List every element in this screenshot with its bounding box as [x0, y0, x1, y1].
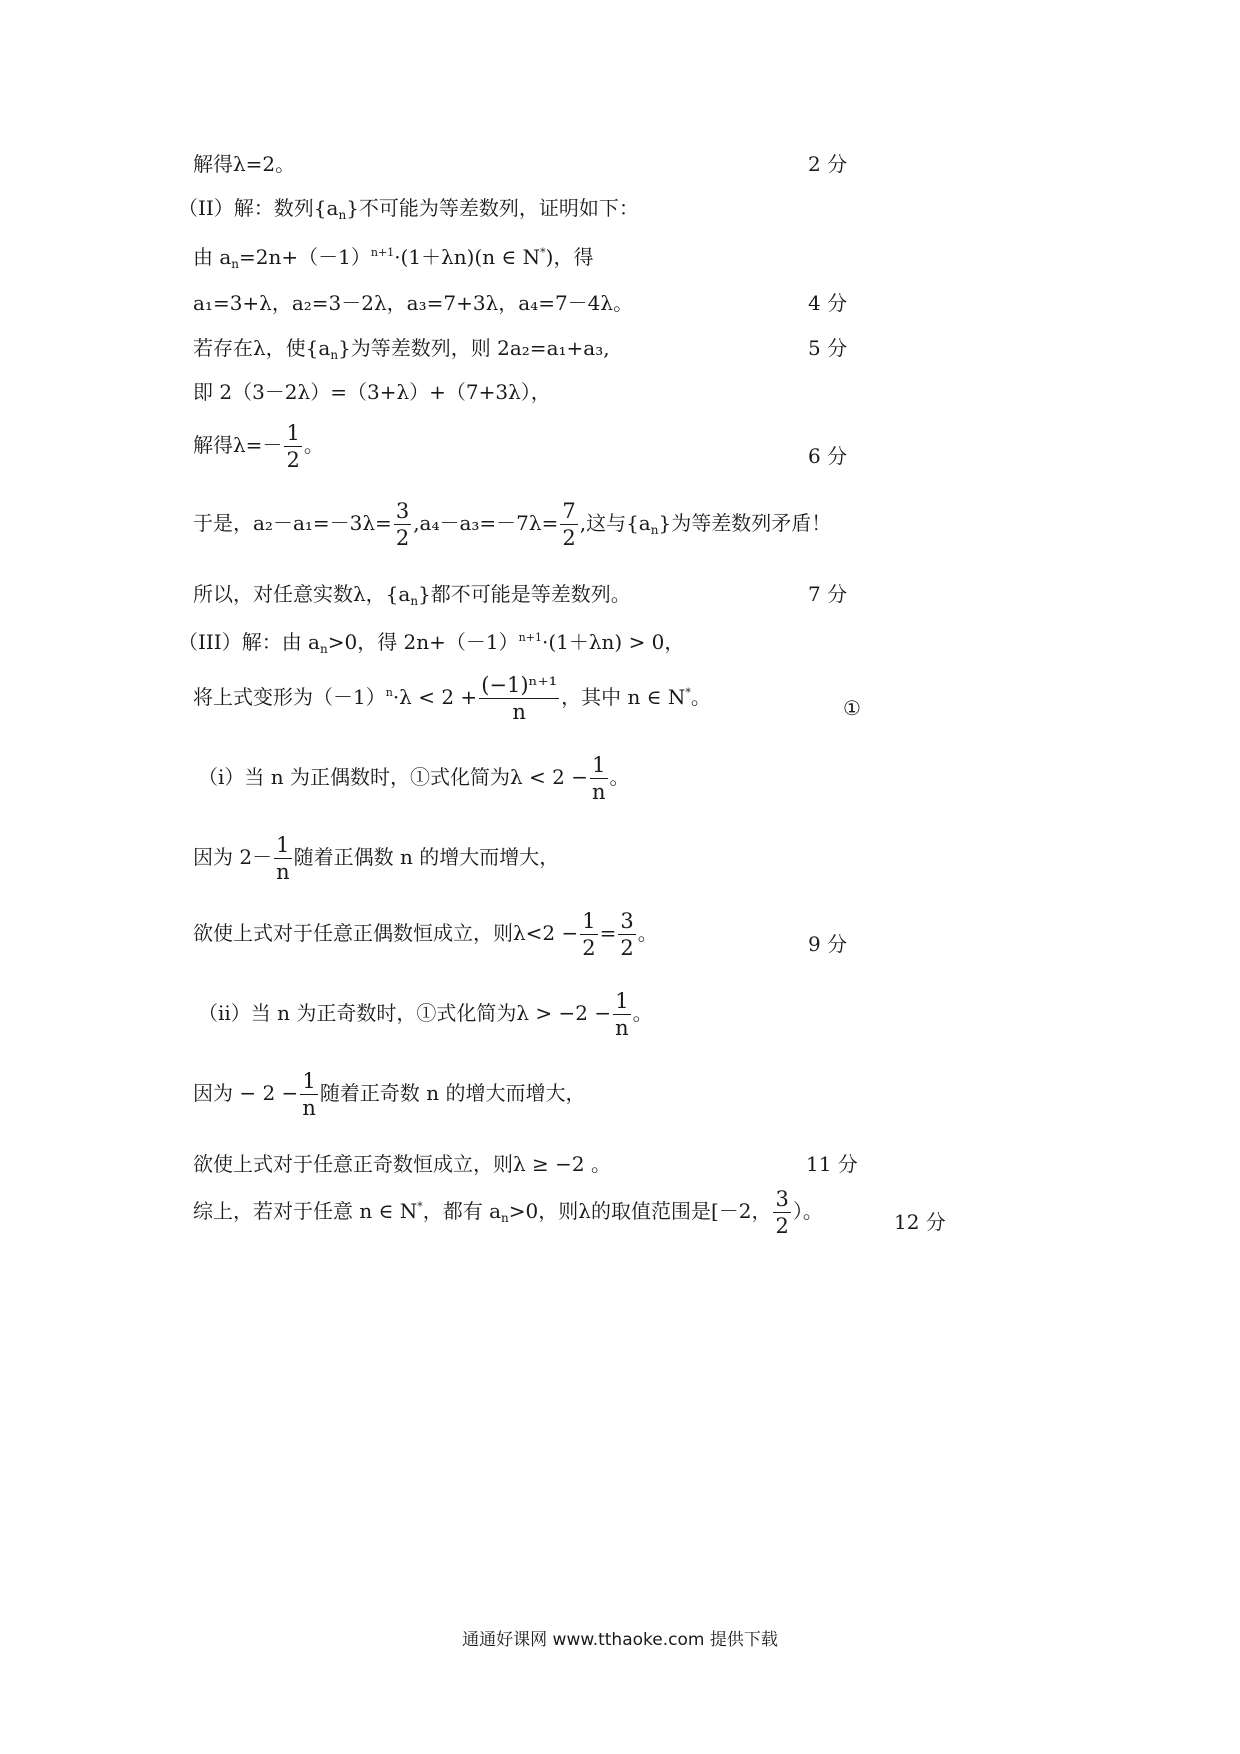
- text: （II）解：数列{a: [178, 196, 339, 220]
- text: ）。: [792, 1199, 823, 1223]
- denominator: n: [276, 860, 290, 884]
- solution-line: [193, 1068, 585, 1121]
- text: }都不可能是等差数列。: [418, 582, 631, 606]
- fraction: [590, 752, 608, 805]
- text: }不可能为等差数列，证明如下：: [346, 196, 639, 220]
- solution-line: [193, 152, 295, 176]
- text: 即 2（3－2λ）=（3+λ）+（7+3λ），: [193, 380, 551, 404]
- text: 。: [690, 685, 711, 709]
- text: （i）当 n 为正偶数时，①式化简为λ < 2 −: [198, 765, 588, 789]
- score-label: 9 分: [808, 932, 848, 956]
- fraction: [394, 498, 411, 551]
- score-label: 6 分: [808, 444, 848, 468]
- numerator: 1: [276, 833, 290, 857]
- equation-marker: ①: [843, 696, 861, 720]
- text: 解得λ=－: [193, 433, 283, 457]
- superscript: n+1: [518, 631, 542, 644]
- denominator: 2: [582, 936, 596, 960]
- solution-line: [193, 582, 631, 613]
- fraction: [274, 832, 292, 885]
- score-label: 5 分: [808, 336, 848, 360]
- part-2-heading: [178, 196, 639, 227]
- text: >0，则λ的取值范围是[－2，: [508, 1199, 772, 1223]
- score-label: 7 分: [808, 582, 848, 606]
- subscript: n: [650, 523, 659, 537]
- solution-line: [193, 380, 551, 404]
- denominator: n: [302, 1096, 316, 1120]
- text: 欲使上式对于任意正奇数恒成立，则λ ≥ −2 。: [193, 1152, 611, 1176]
- superscript: n+1: [370, 246, 395, 259]
- text: 欲使上式对于任意正偶数恒成立，则λ<2 −: [193, 921, 579, 945]
- solution-line: [193, 832, 559, 885]
- text: （III）解：由 a: [178, 630, 320, 654]
- text: ,a₄－a₃=－7λ=: [413, 511, 559, 535]
- text: 所以，对任意实数λ，{a: [193, 582, 411, 606]
- text: 。: [609, 765, 630, 789]
- fraction: [300, 1068, 318, 1121]
- text: }为等差数列，则 2a₂=a₁+a₃,: [338, 336, 610, 360]
- text: 于是，a₂－a₁=－3λ=: [193, 511, 392, 535]
- text: ，其中 n ∈ N: [561, 685, 686, 709]
- denominator: n: [591, 780, 606, 804]
- score-label: 12 分: [894, 1210, 946, 1234]
- solution-line: [193, 1152, 611, 1176]
- numerator: 1: [592, 753, 606, 777]
- text: 。: [637, 921, 658, 945]
- denominator: 2: [286, 448, 300, 472]
- text: }为等差数列矛盾！: [658, 511, 832, 535]
- text: ，都有 a: [422, 1199, 502, 1223]
- text: 。: [632, 1001, 653, 1025]
- fraction: [284, 420, 301, 473]
- fraction: [773, 1186, 790, 1239]
- score-label: 2 分: [808, 152, 848, 176]
- denominator: n: [615, 1016, 629, 1040]
- numerator: 3: [620, 909, 634, 933]
- solution-line: [193, 498, 831, 551]
- text: 。: [303, 433, 324, 457]
- denominator: 2: [775, 1214, 789, 1238]
- numerator: 1: [302, 1069, 316, 1093]
- numerator: (−1)ⁿ⁺¹: [481, 673, 558, 697]
- denominator: n: [479, 698, 559, 725]
- numerator: 1: [286, 421, 300, 445]
- text: 因为 2－: [193, 845, 273, 869]
- fraction: [613, 988, 631, 1041]
- text: 将上式变形为（－1）: [193, 685, 386, 709]
- text: ·λ < 2 +: [392, 685, 478, 709]
- text: 解得λ=2。: [193, 152, 296, 176]
- text: ·(1＋λn) > 0，: [541, 630, 685, 654]
- solution-line: [193, 291, 633, 315]
- solution-line: [193, 672, 711, 725]
- score-label: 11 分: [806, 1152, 858, 1176]
- numerator: 7: [562, 499, 576, 523]
- subscript: n: [231, 257, 240, 271]
- fraction: [580, 908, 597, 961]
- text: >0，得 2n+（－1）: [327, 630, 519, 654]
- denominator: 2: [562, 526, 576, 550]
- text: 综上，若对于任意 n ∈ N: [193, 1199, 418, 1223]
- footer-credit: 通通好课网 www.tthaoke.com 提供下载: [462, 1630, 778, 1650]
- denominator: 2: [620, 936, 634, 960]
- solution-line: [193, 241, 593, 276]
- solution-line: [193, 336, 610, 367]
- fraction: [479, 672, 559, 725]
- text: 若存在λ，使{a: [193, 336, 331, 360]
- solution-line: [193, 1186, 823, 1239]
- text: a₁=3+λ，a₂=3－2λ，a₃=7+3λ，a₄=7－4λ。: [193, 291, 634, 315]
- subscript: n: [410, 594, 419, 608]
- numerator: 1: [582, 909, 596, 933]
- text: 随着正奇数 n 的增大而增大，: [319, 1081, 586, 1105]
- text: =2n+（－1）: [239, 245, 371, 269]
- denominator: 2: [395, 526, 410, 550]
- superscript: *: [417, 1200, 423, 1213]
- solution-line: [193, 908, 658, 961]
- superscript: *: [685, 686, 691, 699]
- numerator: 1: [615, 989, 629, 1013]
- part-3-heading: [178, 626, 684, 661]
- numerator: 3: [775, 1187, 789, 1211]
- superscript: n: [385, 686, 393, 699]
- text: ·(1＋λn)(n ∈ N: [394, 245, 541, 269]
- text: 由 a: [193, 245, 232, 269]
- text: 因为 − 2 −: [193, 1081, 299, 1105]
- score-label: 4 分: [808, 291, 848, 315]
- text: ,这与{a: [579, 511, 651, 535]
- text: =: [599, 921, 617, 945]
- text: 随着正偶数 n 的增大而增大，: [293, 845, 560, 869]
- subscript: n: [319, 642, 328, 656]
- subscript: n: [330, 348, 339, 362]
- solution-line: [193, 420, 324, 473]
- text: )，得: [545, 245, 594, 269]
- text: （ii）当 n 为正奇数时，①式化简为λ > −2 −: [198, 1001, 612, 1025]
- subscript: n: [338, 208, 347, 222]
- fraction: [618, 908, 635, 961]
- subscript: n: [501, 1211, 509, 1225]
- solution-line: [198, 752, 630, 805]
- numerator: 3: [395, 499, 410, 523]
- fraction: [560, 498, 577, 551]
- solution-line: [198, 988, 653, 1041]
- superscript: *: [540, 246, 546, 259]
